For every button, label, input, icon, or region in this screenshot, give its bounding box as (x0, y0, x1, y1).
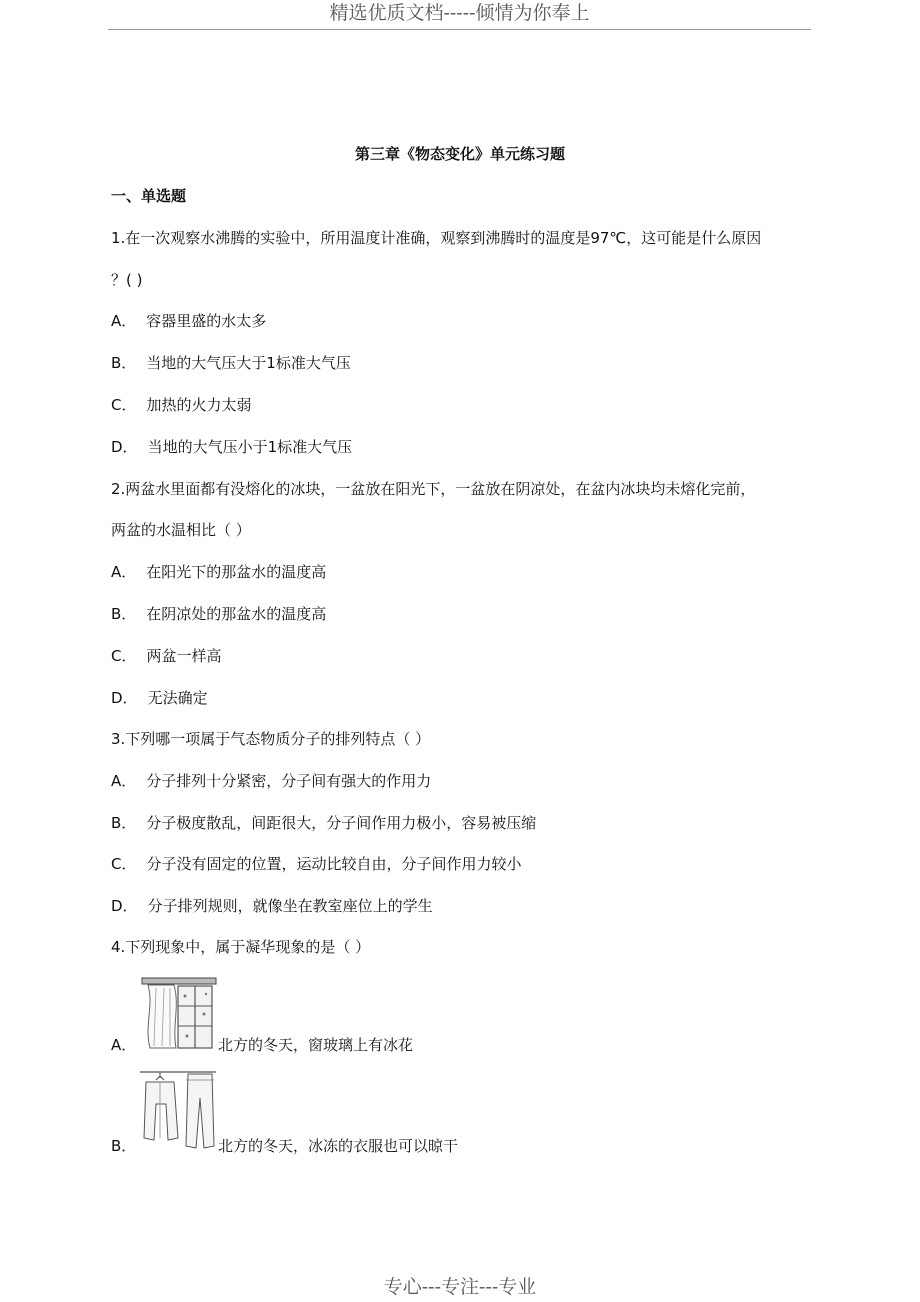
option-text: 分子没有固定的位置，运动比较自由，分子间作用力较小 (146, 855, 522, 873)
option-label: C． (111, 855, 137, 873)
option-label: A． (111, 563, 137, 581)
option-text: 当地的大气压小于1标准大气压 (147, 438, 353, 456)
question-3-option-b (111, 813, 536, 833)
option-text: 分子极度散乱，间距很大，分子间作用力极小，容易被压缩 (146, 814, 537, 832)
question-3-option-d (111, 896, 433, 916)
question-1-stem: 1.在一次观察水沸腾的实验中，所用温度计准确，观察到沸腾时的温度是97℃，这可能是什么原因 (111, 229, 762, 247)
footer-text: 专心---专注---专业 (383, 1276, 537, 1298)
question-4-option-b-text: 北方的冬天，冰冻的衣服也可以晾干 (218, 1137, 459, 1155)
option-text: 分子排列规则，就像坐在教室座位上的学生 (147, 897, 433, 915)
question-2-option-b (111, 604, 326, 624)
question-4-stem: 4.下列现象中，属于凝华现象的是（ ） (111, 938, 371, 956)
question-2-stem: 2.两盆水里面都有没熔化的冰块，一盆放在阳光下，一盆放在阴凉处，在盆内冰块均未熔化完前， (111, 480, 756, 498)
question-3-option-a (111, 771, 431, 791)
question-3-option-c (111, 854, 522, 874)
document-title: 第三章《物态变化》单元练习题 (354, 145, 565, 163)
option-label: B． (111, 354, 137, 372)
frozen-clothes-illustration (138, 1068, 218, 1152)
option-text: 当地的大气压大于1标准大气压 (146, 354, 351, 372)
option-label: C． (111, 396, 137, 414)
question-1-option-b (111, 353, 351, 373)
page-header (108, 0, 811, 30)
question-2-option-d (111, 688, 208, 708)
option-label: A． (111, 312, 137, 330)
question-3-stem: 3.下列哪一项属于气态物质分子的排列特点（ ） (111, 730, 431, 748)
option-text: 两盆一样高 (146, 647, 222, 665)
option-text: 加热的火力太弱 (146, 396, 252, 414)
question-1-stem-cont: ？( ) (111, 271, 143, 289)
page-footer (0, 1272, 920, 1299)
header-text: 精选优质文档-----倾情为你奉上 (329, 2, 590, 24)
question-4-option-b-label: B． (111, 1137, 137, 1155)
option-text: 分子排列十分紧密，分子间有强大的作用力 (146, 772, 432, 790)
option-text: 在阴凉处的那盆水的温度高 (146, 605, 327, 623)
question-2-option-c (111, 646, 222, 666)
question-1-option-d (111, 437, 352, 457)
option-label: B． (111, 814, 137, 832)
option-label: C． (111, 647, 137, 665)
option-label: A． (111, 772, 137, 790)
question-1-option-a (111, 311, 266, 331)
option-text: 在阳光下的那盆水的温度高 (146, 563, 327, 581)
question-4-option-a-label: A． (111, 1036, 137, 1054)
option-label: D． (111, 689, 138, 707)
window-frost-illustration (140, 976, 218, 1052)
option-text: 无法确定 (147, 689, 208, 707)
question-4-option-a-text: 北方的冬天，窗玻璃上有冰花 (218, 1036, 414, 1054)
option-label: D． (111, 438, 138, 456)
option-label: B． (111, 605, 137, 623)
question-1-option-c (111, 395, 252, 415)
question-2-option-a (111, 562, 326, 582)
option-label: D． (111, 897, 138, 915)
option-text: 容器里盛的水太多 (146, 312, 267, 330)
question-2-stem-cont: 两盆的水温相比（ ） (111, 521, 251, 539)
section-heading: 一、单选题 (111, 187, 187, 205)
